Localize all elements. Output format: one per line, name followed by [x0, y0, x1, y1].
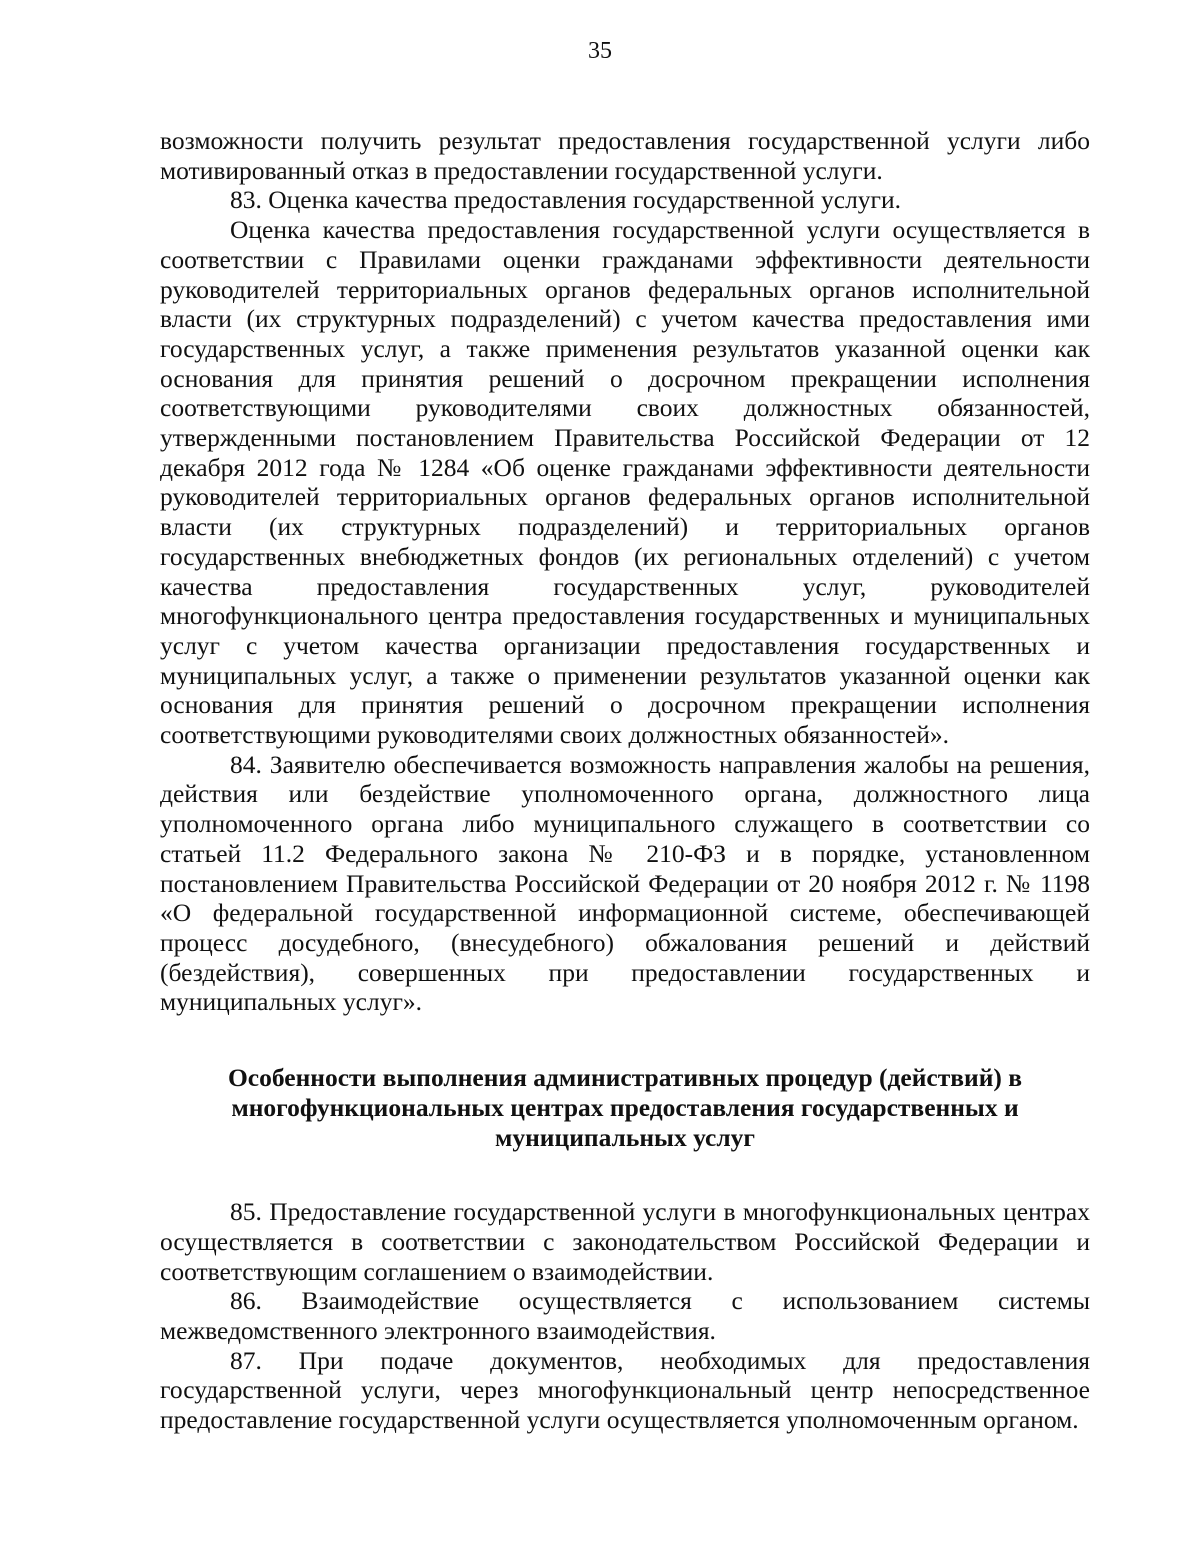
paragraph-continuation: возможности получить результат предоставления государственной услуги либо мотивированный отказ в предоставлении государственной услуги.	[160, 126, 1090, 185]
paragraph-83-body: Оценка качества предоставления государственной услуги осуществляется в соответствии с Правилами оценки гражданами эффективности деятельности руководителей территориальных органов федеральных органов исполнительной власти (их структурных подразделений) с учетом качества предоставления ими государственных услуг, а также применения результатов указанной оценки как основания для принятия решений о досрочном прекращении исполнения соответствующими руководителями своих должностных обязанностей, утвержденными постановлением Правительства Российской Федерации от 12 декабря 2012 года № 1284 «Об оценке гражданами эффективности деятельности руководителей территориальных органов федеральных органов исполнительной власти (их структурных подразделений) и территориальных органов государственных внебюджетных фондов (их региональных отделений) с учетом качества предоставления государственных услуг, руководителей многофункционального центра предоставления государственных и муниципальных услуг с учетом качества организации предоставления государственных и муниципальных услуг, а также о применении результатов указанной оценки как основания для принятия решений о досрочном прекращении исполнения соответствующими руководителями своих должностных обязанностей».	[160, 215, 1090, 750]
paragraph-85: 85. Предоставление государственной услуги в многофункциональных центрах осуществляется в соответствии с законодательством Российской Федерации и соответствующим соглашением о взаимодействии.	[160, 1197, 1090, 1286]
paragraph-84: 84. Заявителю обеспечивается возможность направления жалобы на решения, действия или бездействие уполномоченного органа, должностного лица уполномоченного органа либо муниципального служащего в соответствии со статьей 11.2 Федерального закона № 210-ФЗ и в порядке, установленном постановлением Правительства Российской Федерации от 20 ноября 2012 г. № 1198 «О федеральной государственной информационной системе, обеспечивающей процесс досудебного, (внесудебного) обжалования решений и действий (бездействия), совершенных при предоставлении государственных и муниципальных услуг».	[160, 749, 1090, 1017]
paragraph-83: 83. Оценка качества предоставления государственной услуги.	[230, 185, 902, 215]
document-body	[160, 126, 1090, 1435]
page-number: 35	[588, 38, 612, 64]
paragraph-87: 87. При подаче документов, необходимых для предоставления государственной услуги, через многофункциональный центр непосредственное предоставление государственной услуги осуществляется уполномоченным органом.	[160, 1345, 1090, 1435]
paragraph-86: 86. Взаимодействие осуществляется с использованием системы межведомственного электронного взаимодействия.	[160, 1286, 1090, 1345]
section-heading: Особенности выполнения административных процедур (действий) в многофункциональных центрах предоставления государственных и муниципальных услуг	[227, 1063, 1023, 1153]
